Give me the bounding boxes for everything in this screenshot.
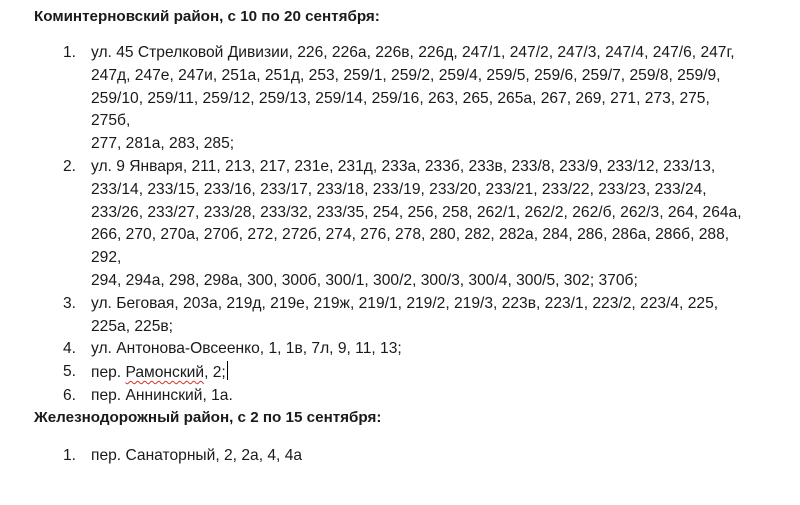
list-item-line: ул. Беговая, 203а, 219д, 219е, 219ж, 219/1, 219/2, 219/3, 223в, 223/1, 223/2, 223/4, 225,	[91, 294, 719, 312]
list-item-line: 259/10, 259/11, 259/12, 259/13, 259/14, 259/16, 263, 265, 265а, 267, 269, 271, 273, 275, 275б,	[91, 89, 710, 130]
list-item-line: 277, 281а, 283, 285;	[91, 135, 235, 153]
list-item-suffix: , 2;	[204, 364, 226, 382]
list-number: 6.	[63, 386, 77, 404]
list-item	[0, 385, 751, 408]
address-list-komintern	[0, 42, 751, 408]
list-item	[0, 156, 751, 293]
list-item-line	[91, 361, 751, 385]
misspelled-word[interactable]: Рамонский	[125, 364, 205, 382]
list-item-line: ул. 9 Января, 211, 213, 217, 231е, 231д, 233а, 233б, 233в, 233/8, 233/9, 233/12, 233/13,	[91, 157, 716, 175]
text-cursor	[227, 361, 228, 380]
list-item-line: 294, 294а, 298, 298а, 300, 300б, 300/1, 300/2, 300/3, 300/4, 300/5, 302; 370б;	[91, 271, 638, 289]
list-item	[0, 338, 751, 361]
list-item-line: ул. 45 Стрелковой Дивизии, 226, 226а, 226в, 226д, 247/1, 247/2, 247/3, 247/4, 247/6, 247г,	[91, 44, 735, 61]
list-item-line: ул. Антонова-Овсеенко, 1, 1в, 7л, 9, 11, 13;	[91, 340, 402, 358]
section-heading-komintern: Коминтерновский район, с 10 по 20 сентября:	[34, 8, 380, 25]
list-number: 2.	[63, 157, 77, 175]
list-item-line: 233/26, 233/27, 233/28, 233/32, 233/35, 254, 256, 258, 262/1, 262/2, 262/б, 262/3, 264, 264а,	[91, 203, 742, 221]
list-item-line: 233/14, 233/15, 233/16, 233/17, 233/18, 233/19, 233/20, 233/21, 233/22, 233/23, 233/24,	[91, 180, 707, 198]
list-item-line: пер. Санаторный, 2, 2а, 4, 4а	[91, 447, 303, 464]
list-number: 3.	[63, 294, 77, 312]
list-item-line: пер. Аннинский, 1а.	[91, 386, 233, 404]
list-item	[0, 361, 751, 385]
address-list-zheleznodorozhny	[0, 445, 751, 468]
list-number: 1.	[63, 44, 77, 61]
section-heading-zheleznodorozhny: Железнодорожный район, с 2 по 15 сентября:	[34, 409, 382, 426]
list-item-line: 266, 270, 270а, 270б, 272, 272б, 274, 276, 278, 280, 282, 282а, 284, 286, 286а, 286б, 288, 292,	[91, 226, 730, 267]
list-number: 1.	[63, 447, 77, 464]
list-item-line: 247д, 247е, 247и, 251а, 251д, 253, 259/1, 259/2, 259/4, 259/5, 259/6, 259/7, 259/8, 259/9,	[91, 66, 721, 84]
list-number: 4.	[63, 340, 77, 358]
list-item-line: 225а, 225в;	[91, 317, 173, 335]
list-number: 5.	[63, 363, 77, 381]
list-item	[0, 293, 751, 339]
list-item-prefix: пер.	[91, 364, 126, 382]
list-item	[0, 445, 751, 468]
list-item	[0, 42, 751, 156]
